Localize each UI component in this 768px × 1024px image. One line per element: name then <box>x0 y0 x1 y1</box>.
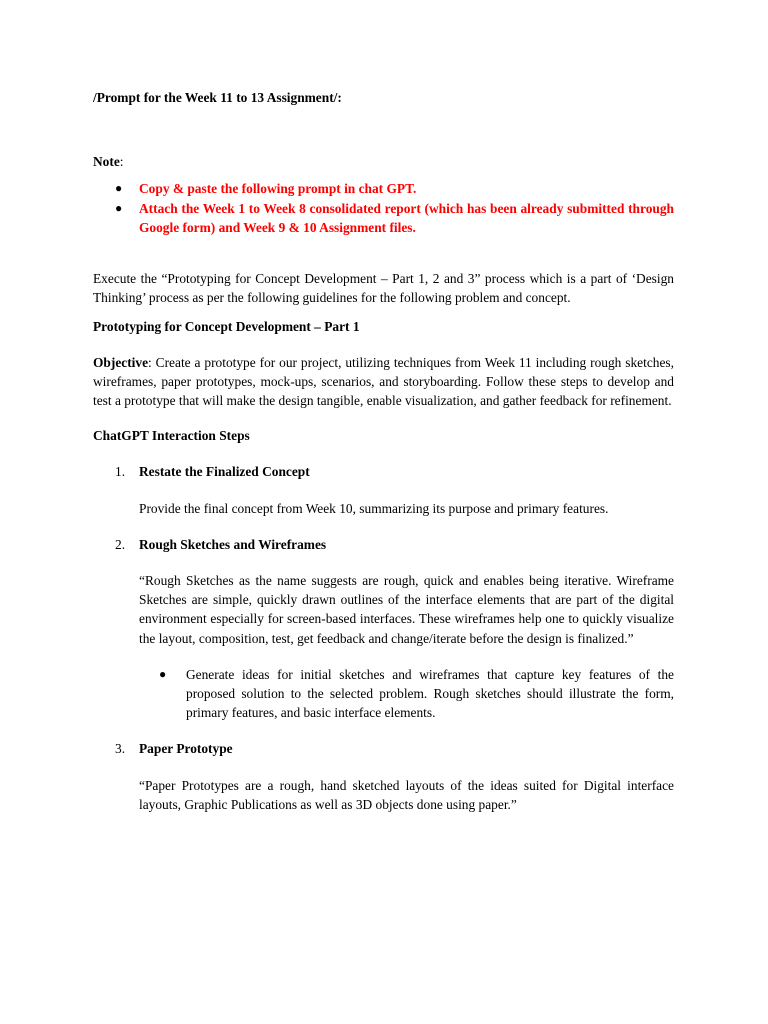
document-page <box>93 88 674 814</box>
note-heading <box>93 152 674 171</box>
step-title: Rough Sketches and Wireframes <box>139 536 327 552</box>
note-label: Note <box>93 154 120 170</box>
note-item-text: Attach the Week 1 to Week 8 consolidated report (which has been already submitted through Google form) and Week 9 & 10 Assignment files. <box>139 200 674 235</box>
part-heading: Prototyping for Concept Development – Part 1 <box>93 319 360 335</box>
objective-paragraph <box>93 353 674 411</box>
step-number: 3. <box>115 741 126 757</box>
objective-text: : Create a prototype for our project, utilizing techniques from Week 11 including rough sketches, wireframes, paper prototypes, mock-ups, scenarios, and storyboarding. Follow these steps to develop and test a prototype that will make the design tangible, enable visualization, and gather feedback for refinement. <box>93 354 674 409</box>
note-item <box>93 179 674 198</box>
step-quote: “Paper Prototypes are a rough, hand sketched layouts of the ideas suited for Digital interface layouts, Graphic Publications as well as 3D objects done using paper.” <box>139 777 674 812</box>
note-colon: : <box>119 154 124 170</box>
step-heading <box>93 462 674 481</box>
bullet-icon: ● <box>159 666 167 681</box>
step-sub-bullet <box>159 665 674 723</box>
document-title: /Prompt for the Week 11 to 13 Assignment/: <box>93 90 342 105</box>
step-number: 1. <box>115 464 126 480</box>
bullet-icon: ● <box>115 200 123 215</box>
note-list <box>93 179 674 237</box>
step-body: Provide the final concept from Week 10, summarizing its purpose and primary features. <box>139 500 609 516</box>
step-title: Restate the Finalized Concept <box>139 464 310 480</box>
step-title: Paper Prototype <box>139 741 233 757</box>
step-heading <box>93 739 674 758</box>
steps-heading: ChatGPT Interaction Steps <box>93 428 250 444</box>
bullet-icon: ● <box>115 181 123 196</box>
intro-paragraph: Execute the “Prototyping for Concept Development – Part 1, 2 and 3” process which is a part of ‘Design Thinking’ process as per the following guidelines for the following problem and concept. <box>93 271 674 306</box>
objective-label: Objective <box>93 354 149 370</box>
note-item <box>93 199 674 237</box>
step-sub-bullet-text: Generate ideas for initial sketches and wireframes that capture key features of the proposed solution to the selected problem. Rough sketches should illustrate the form, primary features, and basic interface elements. <box>186 666 674 721</box>
step-number: 2. <box>115 536 126 552</box>
note-item-text: Copy & paste the following prompt in chat GPT. <box>139 181 417 197</box>
step-heading <box>93 535 674 554</box>
step-quote: “Rough Sketches as the name suggests are rough, quick and enables being iterative. Wireframe Sketches are simple, quickly drawn outlines of the interface elements that are part of the digital environment especially for screen-based interfaces. These wireframes help one to quickly visualize the layout, composition, test, get feedback and change/iterate before the design is finalized.” <box>139 573 674 646</box>
